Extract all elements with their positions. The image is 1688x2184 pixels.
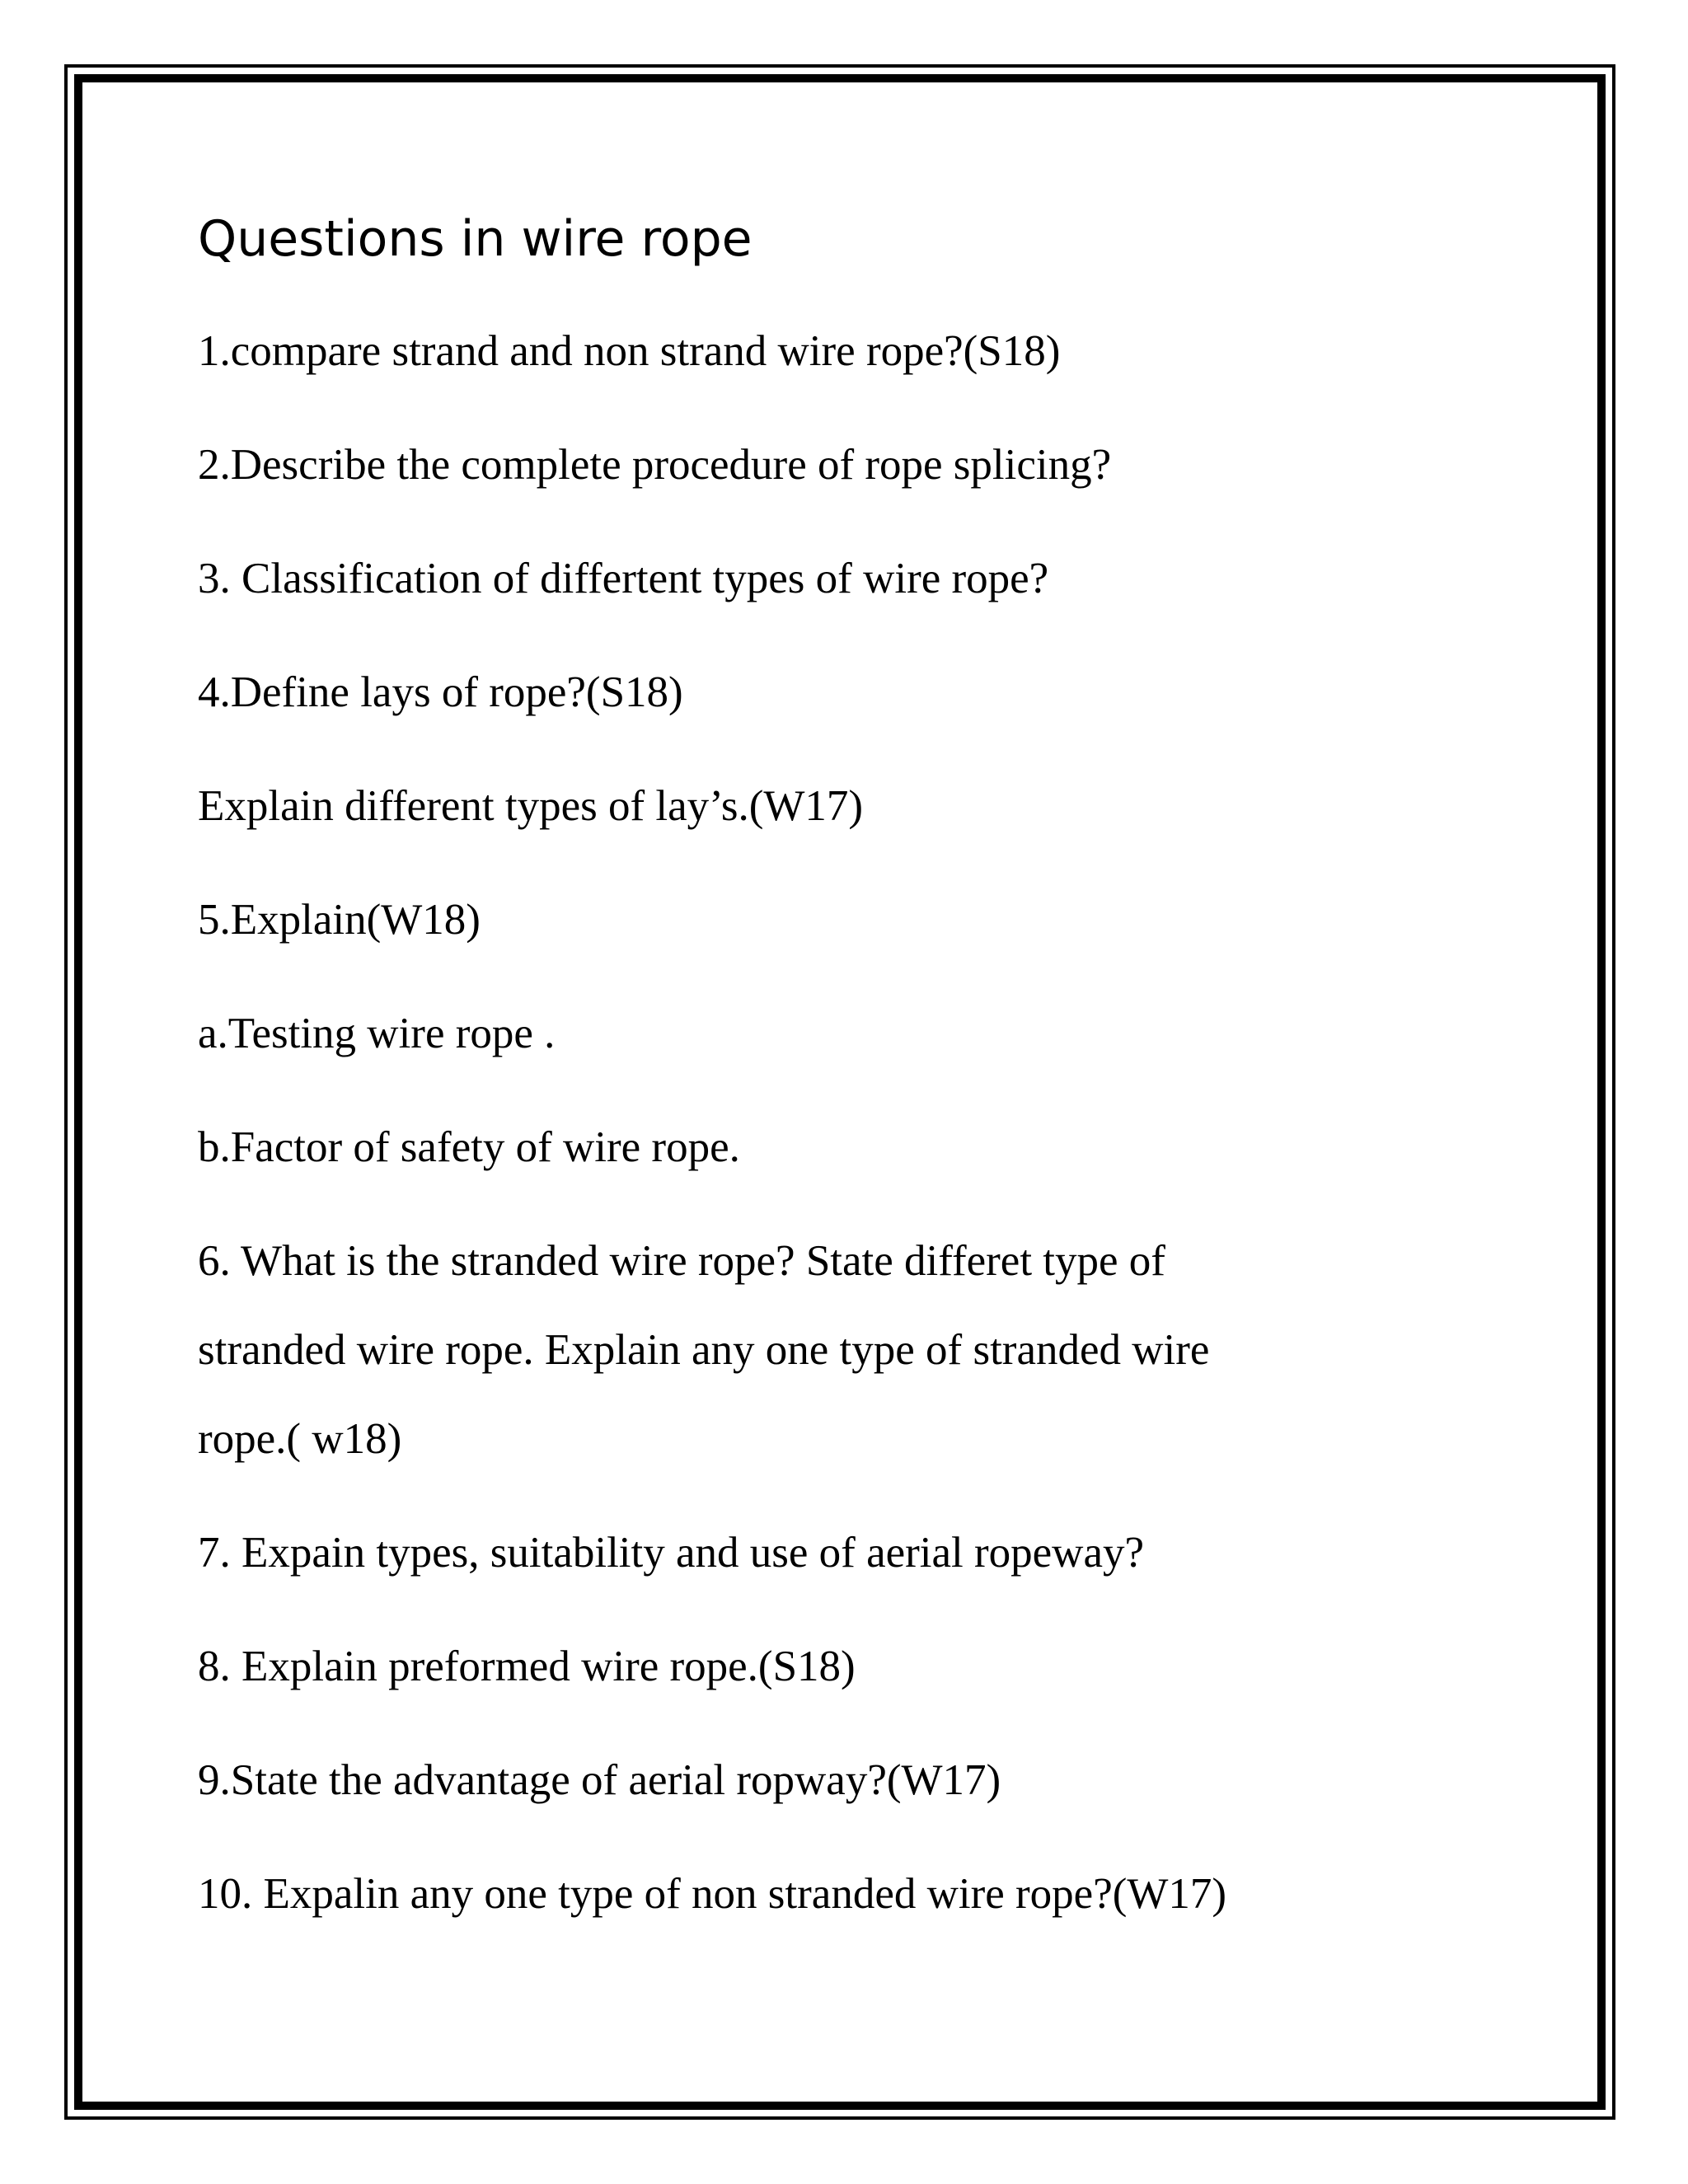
question-line: 6. What is the stranded wire rope? State differet type of — [198, 1237, 1165, 1285]
question-line: 2.Describe the complete procedure of rope splicing? — [198, 441, 1112, 489]
question-line: 10. Expalin any one type of non stranded wire rope?(W17) — [198, 1870, 1227, 1918]
question-line: 8. Explain preformed wire rope.(S18) — [198, 1643, 856, 1690]
question-line: 9.State the advantage of aerial ropway?(W17) — [198, 1756, 1001, 1804]
question-line: b.Factor of safety of wire rope. — [198, 1123, 740, 1171]
question-line: 1.compare strand and non strand wire rope?(S18) — [198, 327, 1061, 375]
question-line: 3. Classification of differtent types of wire rope? — [198, 555, 1049, 602]
question-line: Explain different types of lay’s.(W17) — [198, 782, 864, 830]
question-line: a.Testing wire rope . — [198, 1010, 556, 1057]
question-line: 4.Define lays of rope?(S18) — [198, 668, 683, 716]
question-line: 5.Explain(W18) — [198, 896, 481, 944]
question-line: rope.( w18) — [198, 1415, 402, 1463]
question-line: 7. Expain types, suitability and use of aerial ropeway? — [198, 1529, 1144, 1577]
question-line: stranded wire rope. Explain any one type of stranded wire — [198, 1326, 1210, 1374]
page-title: Questions in wire rope — [198, 210, 753, 268]
